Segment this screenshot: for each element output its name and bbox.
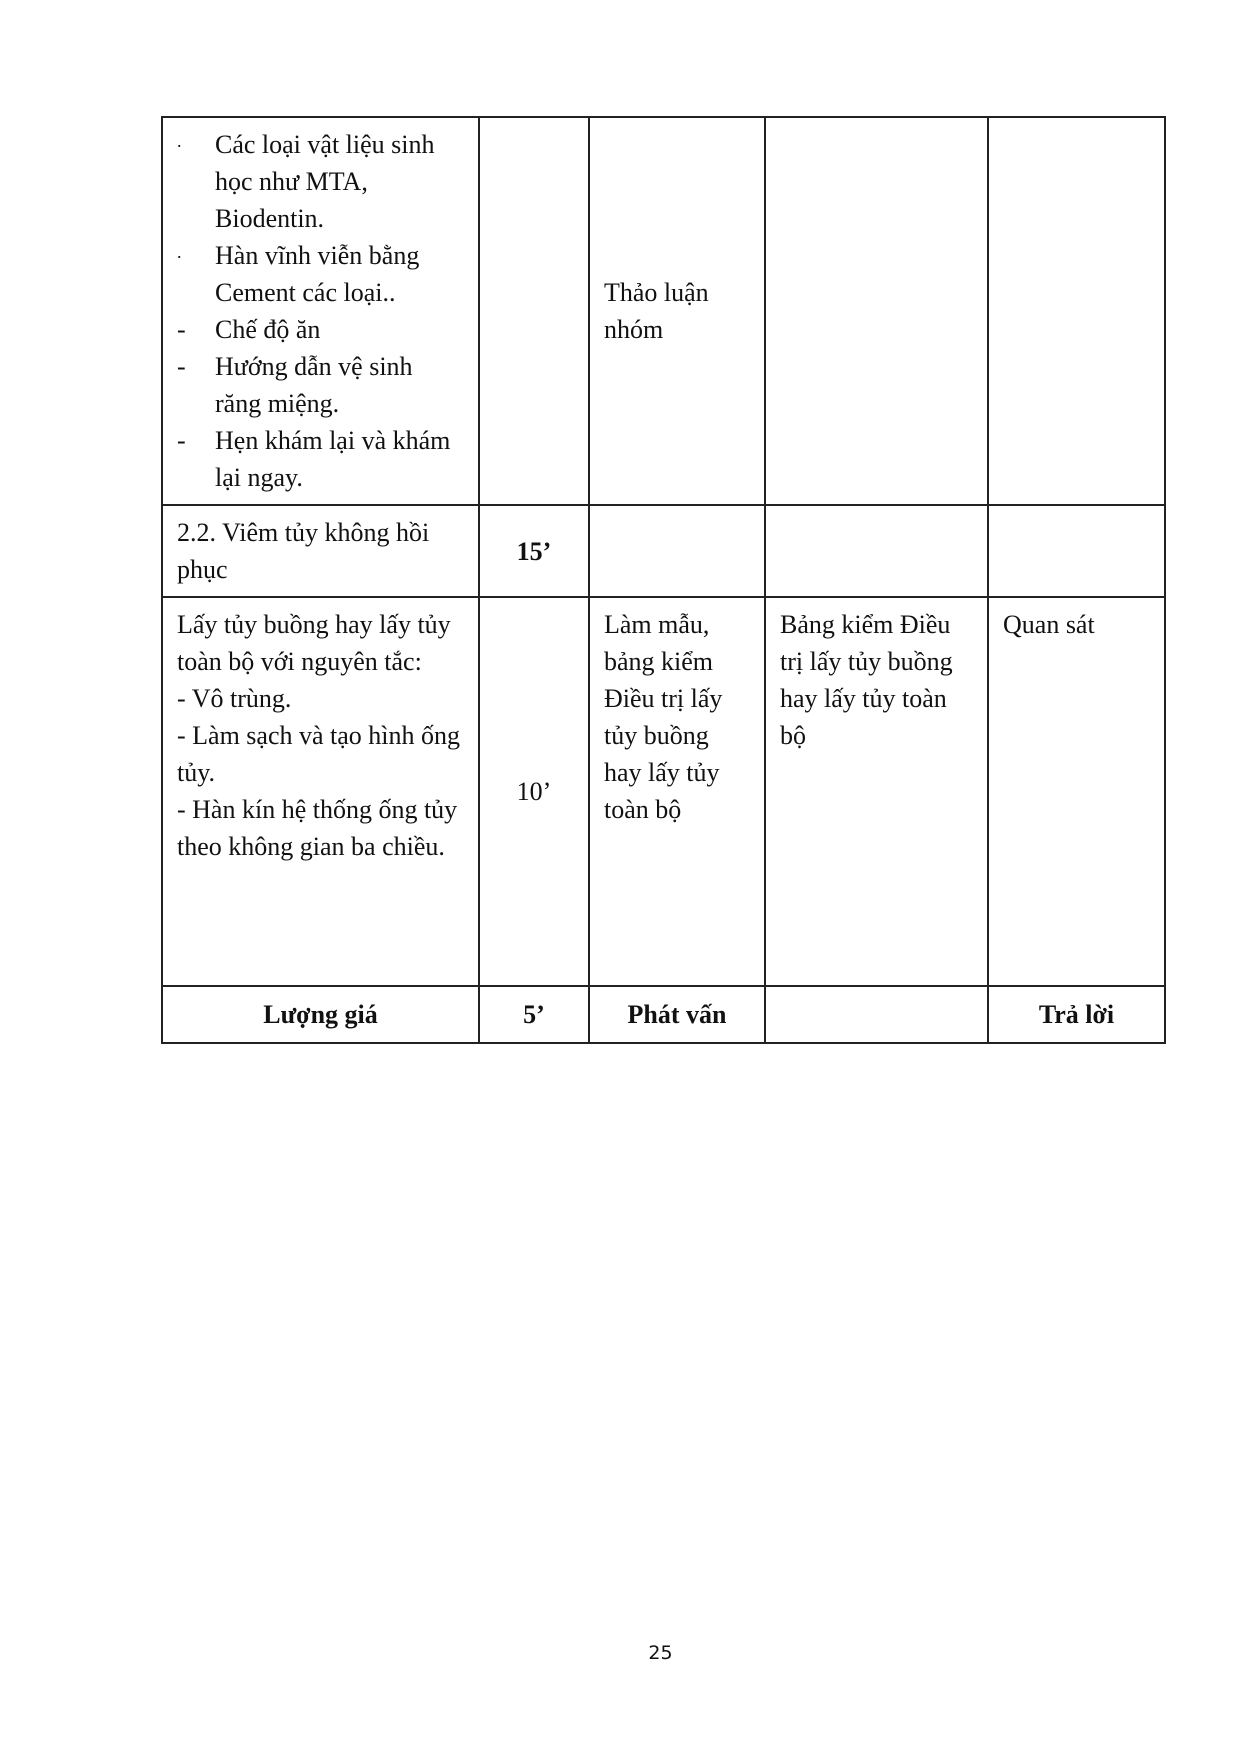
time-cell [479, 117, 589, 505]
method-cell [589, 505, 765, 597]
table-row [162, 986, 1165, 1043]
list-item: - Hẹn khám lại và khám lại ngay. [177, 426, 451, 492]
material-cell [765, 117, 988, 505]
content-line: - Làm sạch và tạo hình ống tủy. [177, 721, 461, 787]
content-cell [162, 597, 479, 986]
evaluation-cell [988, 117, 1165, 505]
bullet-list [177, 126, 464, 496]
method-text: Thảo luận nhóm [604, 278, 709, 344]
evaluation-cell: Trả lời [988, 986, 1165, 1043]
content-line: - Vô trùng. [177, 684, 292, 713]
time-cell: 5’ [479, 986, 589, 1043]
content-line: - Hàn kín hệ thống ống tủy theo không gian ba chiều. [177, 795, 458, 861]
content-line: Lấy tủy buồng hay lấy tủy toàn bộ với nguyên tắc: [177, 610, 451, 676]
table-row [162, 597, 1165, 986]
list-item: . Các loại vật liệu sinh học như MTA, Biodentin. [177, 130, 435, 233]
material-cell: Bảng kiểm Điều trị lấy tủy buồng hay lấy tủy toàn bộ [765, 597, 988, 986]
page-number: 25 [648, 1642, 673, 1664]
list-item: - Chế độ ăn [177, 315, 321, 344]
section-title-cell: 2.2. Viêm tủy không hồi phục [162, 505, 479, 597]
method-cell [589, 117, 765, 505]
lesson-plan-table [161, 116, 1166, 1044]
table-row [162, 505, 1165, 597]
list-item: - Hướng dẫn vệ sinh răng miệng. [177, 352, 413, 418]
method-cell: Làm mẫu, bảng kiểm Điều trị lấy tủy buồng hay lấy tủy toàn bộ [589, 597, 765, 986]
section-title-cell: Lượng giá [162, 986, 479, 1043]
table-row [162, 117, 1165, 505]
list-item: . Hàn vĩnh viễn bằng Cement các loại.. [177, 241, 420, 307]
time-cell: 15’ [479, 505, 589, 597]
method-cell: Phát vấn [589, 986, 765, 1043]
material-cell [765, 986, 988, 1043]
evaluation-cell [988, 505, 1165, 597]
time-cell: 10’ [479, 597, 589, 986]
evaluation-cell: Quan sát [988, 597, 1165, 986]
content-cell [162, 117, 479, 505]
material-cell [765, 505, 988, 597]
